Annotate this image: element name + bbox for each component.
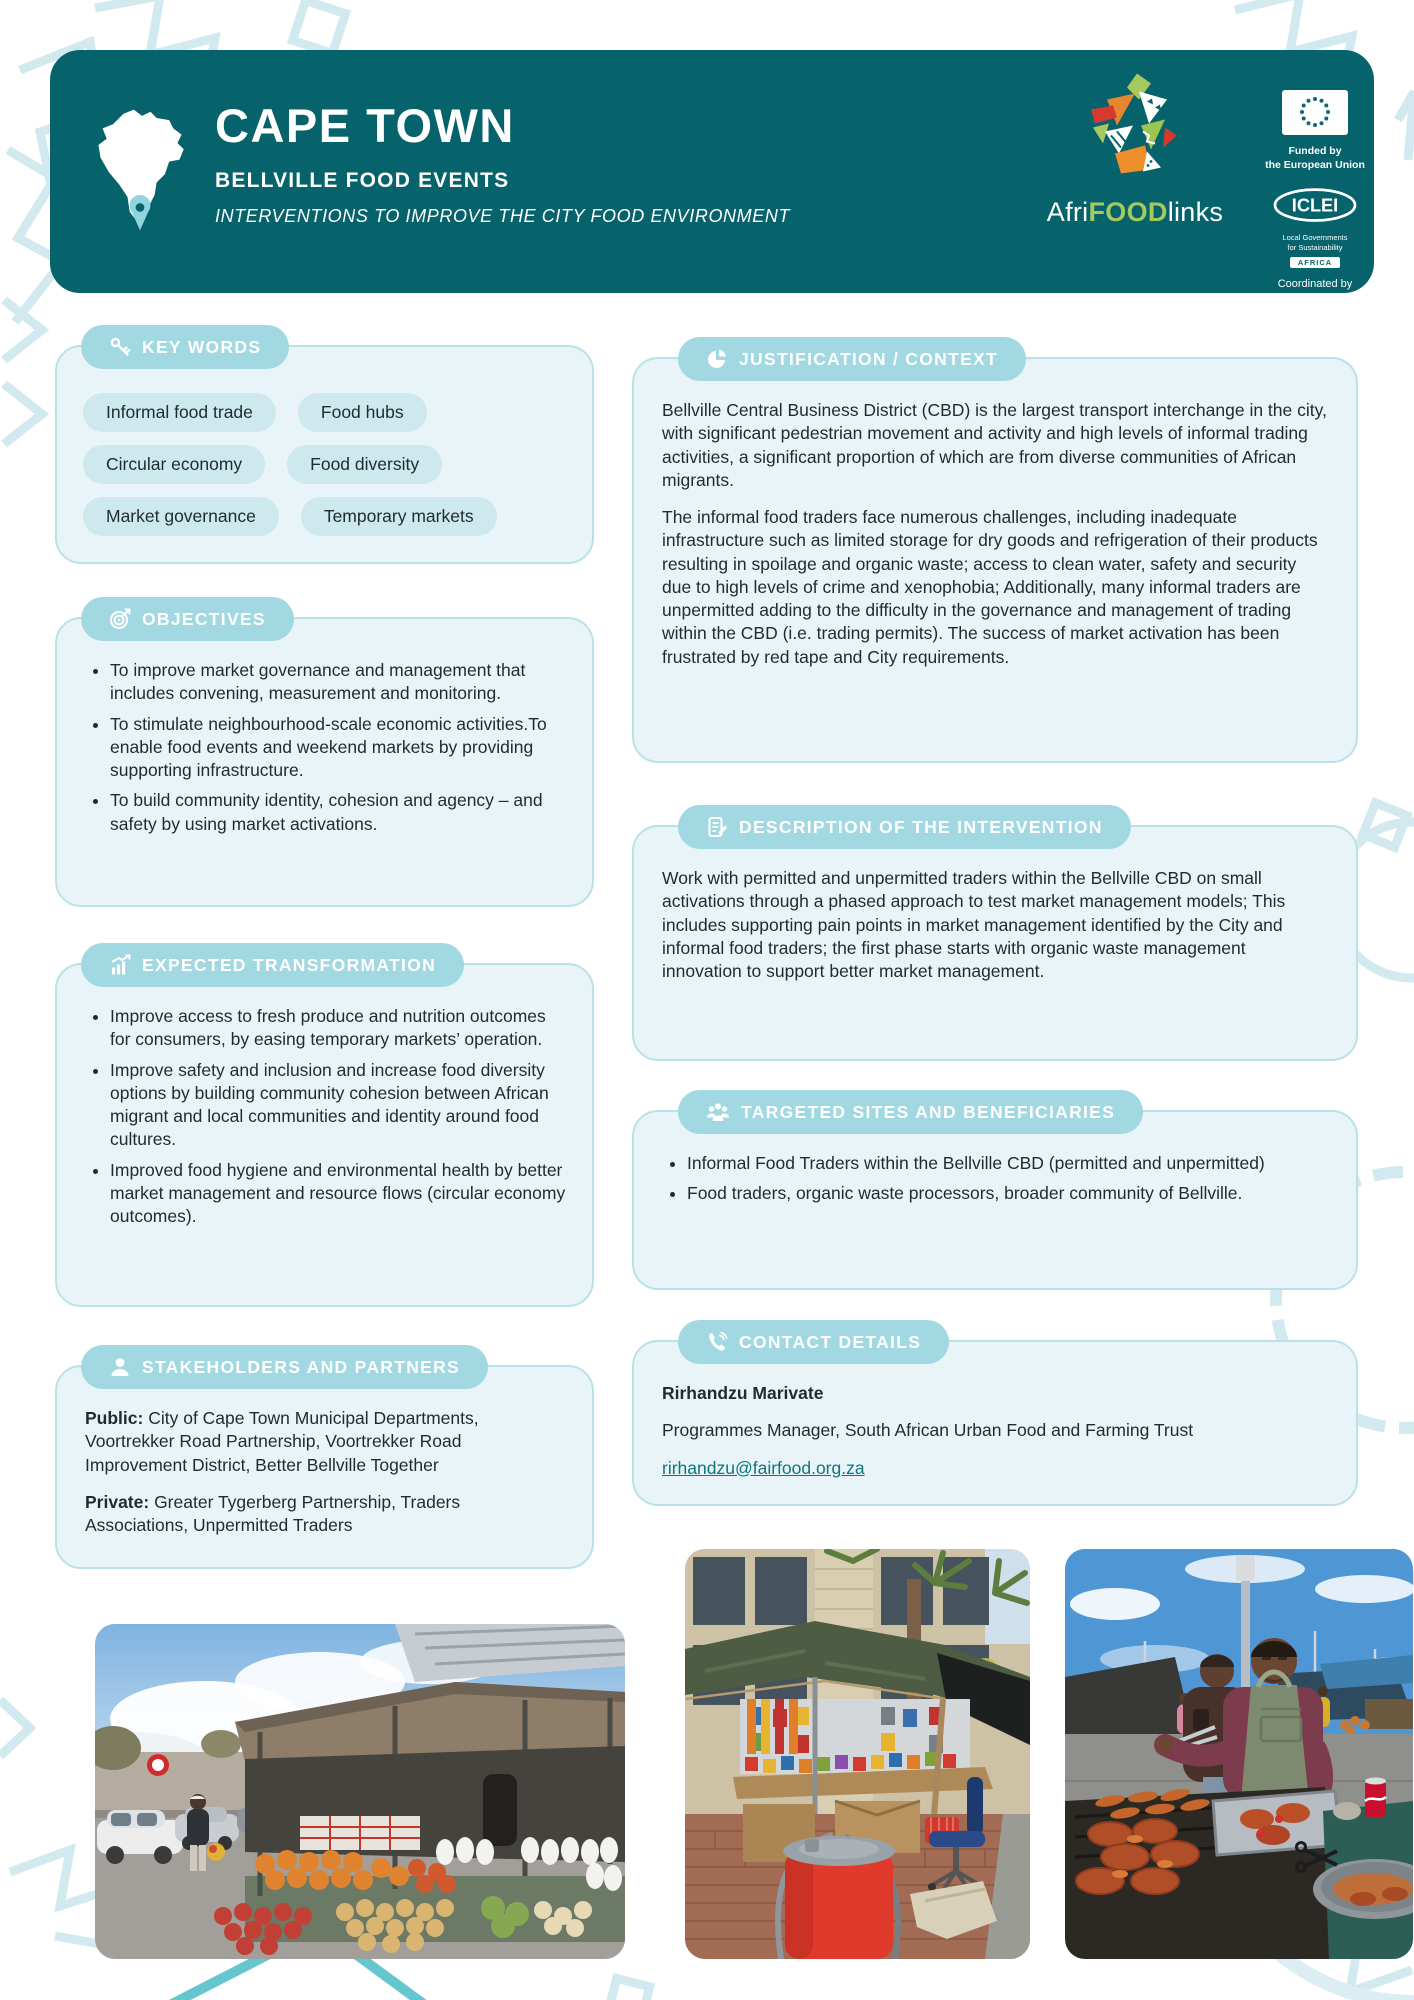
contact-email-link[interactable]: rirhandzu@fairfood.org.za bbox=[662, 1457, 865, 1478]
description-panel bbox=[632, 816, 1358, 1061]
contact-role: Programmes Manager, South African Urban Food and Farming Trust bbox=[662, 1420, 1194, 1441]
list-item: • To stimulate neighbourhood-scale economic activities.To enable food events and weekend markets by providing supporting infrastructure. bbox=[110, 713, 566, 783]
list-item: • Improve access to fresh produce and nutrition outcomes for consumers, by easing temporary markets’ operation. bbox=[110, 1005, 566, 1052]
section-title: JUSTIFICATION / CONTEXT bbox=[739, 348, 999, 369]
page-title: CAPE TOWN bbox=[215, 99, 515, 152]
keyword-tag: Circular economy bbox=[83, 445, 265, 484]
key-words-panel bbox=[55, 336, 594, 564]
photo-street-fruit-market bbox=[95, 1624, 625, 1959]
contact-header bbox=[678, 1320, 949, 1364]
page-subtitle: BELLVILLE FOOD EVENTS bbox=[215, 169, 510, 192]
eu-flag-logo bbox=[1250, 90, 1380, 172]
expected-transformation-header bbox=[81, 943, 464, 987]
photo-snack-stall bbox=[685, 1549, 1030, 1959]
page-tagline: INTERVENTIONS TO IMPROVE THE CITY FOOD ENVIRONMENT bbox=[215, 206, 791, 226]
iclei-subtitle: Local Governments for Sustainability bbox=[1282, 233, 1348, 252]
section-title: CONTACT DETAILS bbox=[739, 1331, 922, 1352]
description-header bbox=[678, 805, 1131, 849]
keyword-tag: Market governance bbox=[83, 497, 279, 536]
section-title: STAKEHOLDERS AND PARTNERS bbox=[142, 1356, 461, 1377]
justification-paragraph: The informal food traders face numerous challenges, including inadequate infrastructure such as limited storage for dry goods and refrigeration of their products resulting in spoilage and organic waste; access to clean water, safety and security due to high levels of crime and xenophobia; Additionally, many informal traders are unpermitted adding to the difficulty in the governance and management of trading within the CBD (i.e. trading permits). The success of market activation has been frustrated by red tape and City requirements. bbox=[662, 507, 1318, 667]
keyword-tag: Food hubs bbox=[298, 393, 427, 432]
objectives-header bbox=[81, 597, 294, 641]
targeted-sites-header bbox=[678, 1090, 1143, 1134]
expected-transformation-panel bbox=[55, 954, 594, 1307]
eu-funding-caption: Funded by the European Union bbox=[1265, 145, 1365, 171]
contact-name: Rirhandzu Marivate bbox=[662, 1383, 824, 1403]
objectives-panel bbox=[55, 608, 594, 907]
description-paragraph: Work with permitted and unpermitted traders within the Bellville CBD on small activations through a phased approach to test market management models; This includes supporting pain points in market management identified by the City and informal food traders; the first phase starts with organic waste management innovation to support better market management. bbox=[662, 868, 1286, 982]
keyword-tag: Temporary markets bbox=[301, 497, 497, 536]
list-item: • To build community identity, cohesion and agency – and safety by using market activations. bbox=[110, 789, 566, 836]
funder-logos bbox=[1250, 90, 1380, 307]
expected-transformation-list bbox=[85, 1005, 566, 1228]
section-title: DESCRIPTION OF THE INTERVENTION bbox=[739, 816, 1103, 837]
afrifoodlinks-mosaic-icon bbox=[1085, 72, 1185, 190]
afrifoodlinks-logo bbox=[1030, 72, 1240, 228]
header-banner bbox=[50, 50, 1374, 305]
stakeholders-panel bbox=[55, 1356, 594, 1569]
key-words-header bbox=[81, 325, 289, 369]
iclei-coordination-caption: Coordinated by ICLEI Africa bbox=[1277, 278, 1353, 305]
document-pencil-icon bbox=[706, 816, 728, 838]
phone-icon bbox=[706, 1331, 728, 1353]
list-item: • Improved food hygiene and environmental health by better market management and resource flows (circular economy outcomes). bbox=[110, 1159, 566, 1229]
stakeholders-public: Public: City of Cape Town Municipal Departments, Voortrekker Road Partnership, Voortrekker Road Improvement District, Better Bellville Together bbox=[85, 1408, 479, 1475]
list-item: • Informal Food Traders within the Bellville CBD (permitted and unpermitted) bbox=[687, 1152, 1330, 1175]
section-title: EXPECTED TRANSFORMATION bbox=[142, 954, 437, 975]
justification-paragraph: Bellville Central Business District (CBD) is the largest transport interchange in the city, with significant pedestrian movement and activity and high levels of informal trading activities, a significant proportion of which are from diverse communities of African migrants. bbox=[662, 400, 1327, 490]
key-icon bbox=[109, 336, 131, 358]
keyword-tag: Informal food trade bbox=[83, 393, 276, 432]
contact-panel bbox=[632, 1331, 1358, 1506]
person-icon bbox=[109, 1356, 131, 1378]
photo-grill-trader bbox=[1065, 1549, 1413, 1959]
section-title: KEY WORDS bbox=[142, 336, 262, 357]
svg-text:ICLEI: ICLEI bbox=[1291, 195, 1339, 216]
afrifoodlinks-wordmark: AfriFOODlinks bbox=[1046, 197, 1224, 227]
iclei-africa-badge: AFRICA bbox=[1290, 257, 1340, 268]
list-item: • To improve market governance and management that includes convening, measurement and monitoring. bbox=[110, 659, 566, 706]
chart-growth-icon bbox=[109, 954, 131, 976]
section-title: TARGETED SITES AND BENEFICIARIES bbox=[741, 1101, 1116, 1122]
targeted-sites-list bbox=[662, 1152, 1330, 1206]
target-icon bbox=[109, 608, 131, 630]
africa-map-icon bbox=[88, 96, 192, 244]
stakeholders-header bbox=[81, 1345, 488, 1389]
justification-panel bbox=[632, 348, 1358, 763]
iclei-logo bbox=[1250, 185, 1380, 307]
list-item: • Improve safety and inclusion and increase food diversity options by building community cohesion between African migrant and local communities and identity around food cultures. bbox=[110, 1059, 566, 1152]
keyword-tag: Food diversity bbox=[287, 445, 442, 484]
list-item: • Food traders, organic waste processors, broader community of Bellville. bbox=[687, 1182, 1330, 1205]
stakeholders-private: Private: Greater Tygerberg Partnership, Traders Associations, Unpermitted Traders bbox=[85, 1491, 461, 1536]
justification-header bbox=[678, 337, 1026, 381]
section-title: OBJECTIVES bbox=[142, 608, 266, 629]
people-group-icon bbox=[706, 1101, 730, 1123]
targeted-sites-panel bbox=[632, 1101, 1358, 1290]
location-pin-icon bbox=[130, 195, 151, 230]
objectives-list bbox=[85, 659, 566, 836]
pie-chart-icon bbox=[706, 348, 728, 370]
